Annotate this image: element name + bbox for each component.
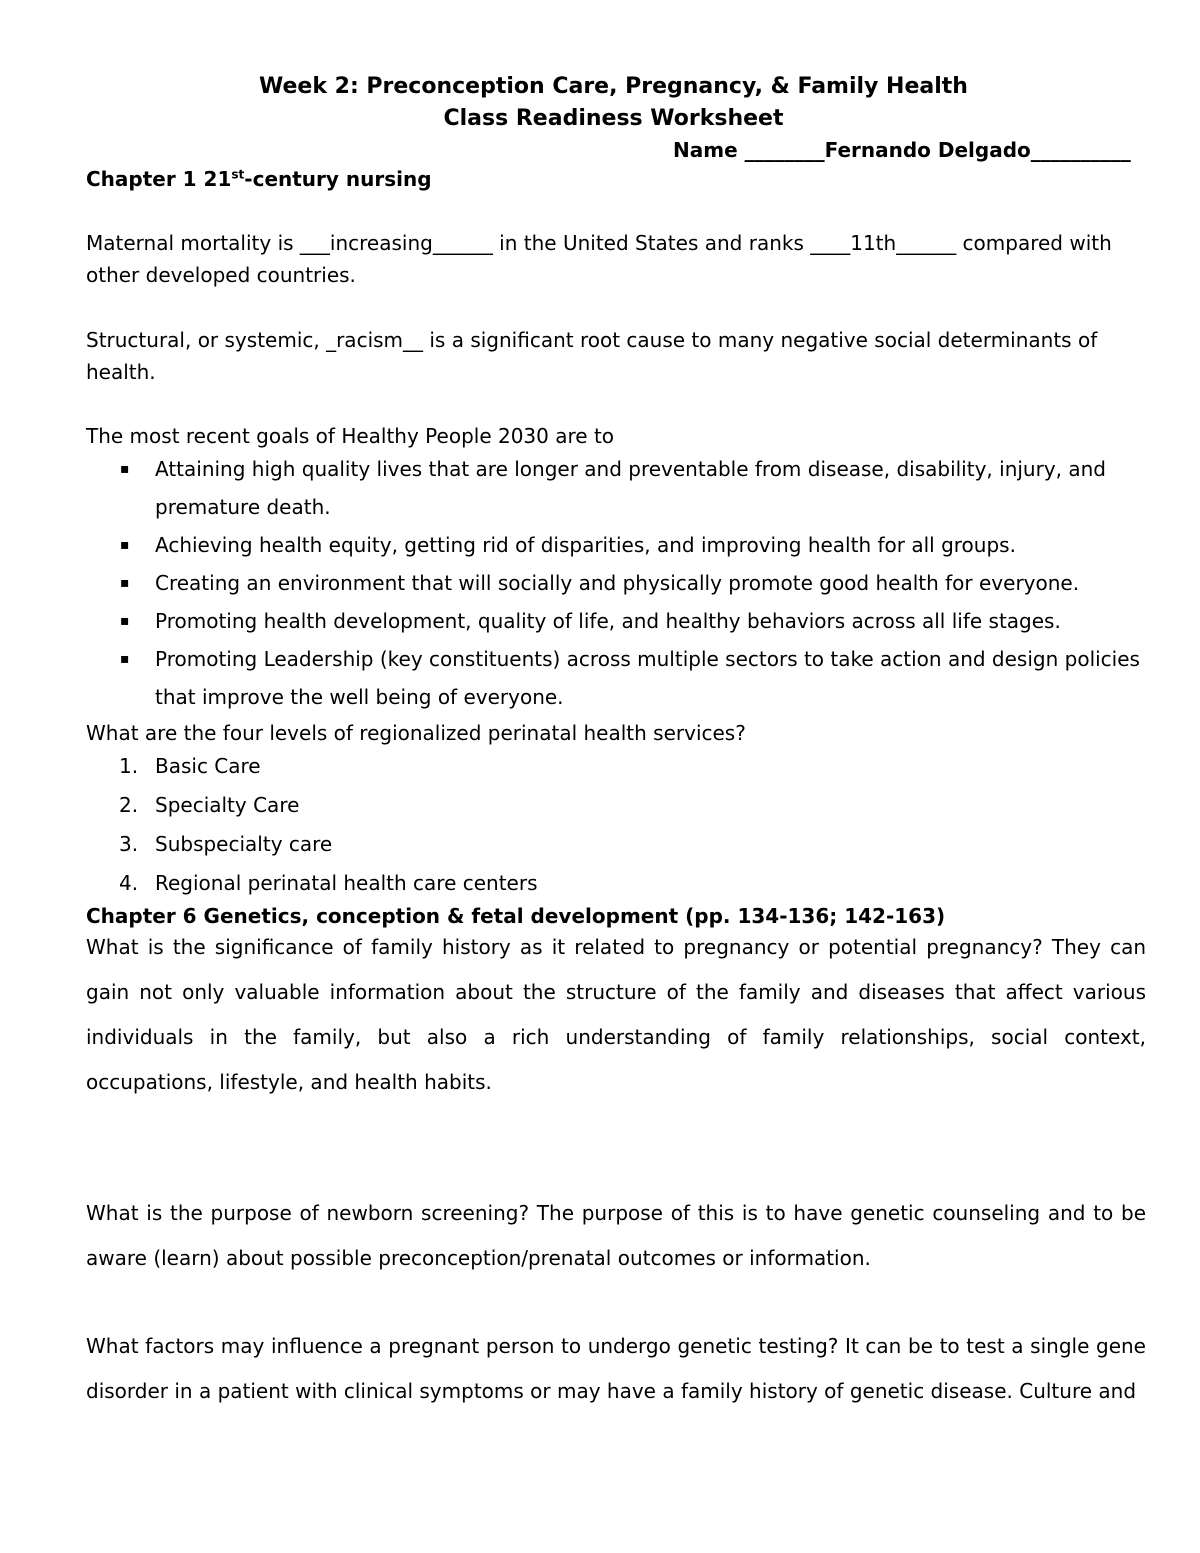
chapter-6-heading: Chapter 6 Genetics, conception & fetal development (pp. 134-136; 142-163): [86, 904, 946, 928]
list-number: 2.: [119, 793, 139, 817]
level-text: Regional perinatal health care centers: [155, 871, 538, 895]
racism-paragraph: Structural, or systemic, _racism__ is a significant root cause to many negative social determinants of health.: [86, 328, 1098, 384]
bullet-icon: ▪: [120, 651, 130, 667]
list-item: [86, 864, 538, 903]
level-text: Specialty Care: [155, 793, 300, 817]
genetic-testing-paragraph: What factors may influence a pregnant person to undergo genetic testing? It can be to test a single gene disorder in a patient with clinical symptoms or may have a family history of genetic disease. Culture and: [86, 1334, 1146, 1403]
list-item: [86, 640, 1156, 716]
list-item: [86, 526, 1156, 564]
worksheet-title: Week 2: Preconception Care, Pregnancy, & Family Health: [259, 74, 968, 99]
goal-text: Promoting Leadership (key constituents) across multiple sectors to take action and design policies that improve the well being of everyone.: [155, 647, 1140, 709]
list-number: 3.: [119, 832, 139, 856]
list-item: [86, 786, 538, 825]
goal-text: Creating an environment that will socially and physically promote good health for everyone.: [155, 571, 1080, 595]
goal-text: Attaining high quality lives that are longer and preventable from disease, disability, injury, and premature death.: [155, 457, 1106, 519]
chapter-1-heading: [86, 167, 432, 191]
bullet-icon: ▪: [120, 537, 130, 553]
perinatal-levels-list: [86, 747, 538, 903]
list-item: [86, 825, 538, 864]
goal-text: Promoting health development, quality of life, and healthy behaviors across all life stages.: [155, 609, 1061, 633]
bullet-icon: ▪: [120, 613, 130, 629]
chapter-1-heading-suffix: -century nursing: [244, 167, 432, 191]
list-item: [86, 602, 1156, 640]
chapter-1-heading-prefix: Chapter 1 21: [86, 167, 232, 191]
bullet-icon: ▪: [120, 461, 130, 477]
newborn-screening-paragraph: What is the purpose of newborn screening? The purpose of this is to have genetic counseling and to be aware (learn) about possible preconception/prenatal outcomes or information.: [86, 1201, 1146, 1270]
chapter-1-heading-sup: st: [231, 167, 245, 182]
level-text: Subspecialty care: [155, 832, 333, 856]
level-text: Basic Care: [155, 754, 261, 778]
list-item: [86, 747, 538, 786]
student-name-line: Name ________Fernando Delgado__________: [673, 138, 1131, 162]
list-item: [86, 564, 1156, 602]
list-number: 1.: [119, 754, 139, 778]
family-history-paragraph: What is the significance of family history as it related to pregnancy or potential pregnancy? They can gain not only valuable information about the structure of the family and diseases that affect various individuals in the family, but also a rich understanding of family relationships, social context, occupations, lifestyle, and health habits.: [86, 935, 1146, 1094]
list-item: [86, 450, 1156, 526]
healthy-people-intro: The most recent goals of Healthy People 2030 are to: [86, 424, 615, 448]
perinatal-levels-question: What are the four levels of regionalized perinatal health services?: [86, 721, 746, 745]
bullet-icon: ▪: [120, 575, 130, 591]
maternal-mortality-paragraph: Maternal mortality is ___increasing______ in the United States and ranks ____11th______ compared with other developed countries.: [86, 231, 1112, 287]
goal-text: Achieving health equity, getting rid of disparities, and improving health for all groups.: [155, 533, 1016, 557]
healthy-people-goals-list: [86, 450, 1156, 716]
worksheet-subtitle: Class Readiness Worksheet: [443, 106, 784, 131]
list-number: 4.: [119, 871, 139, 895]
